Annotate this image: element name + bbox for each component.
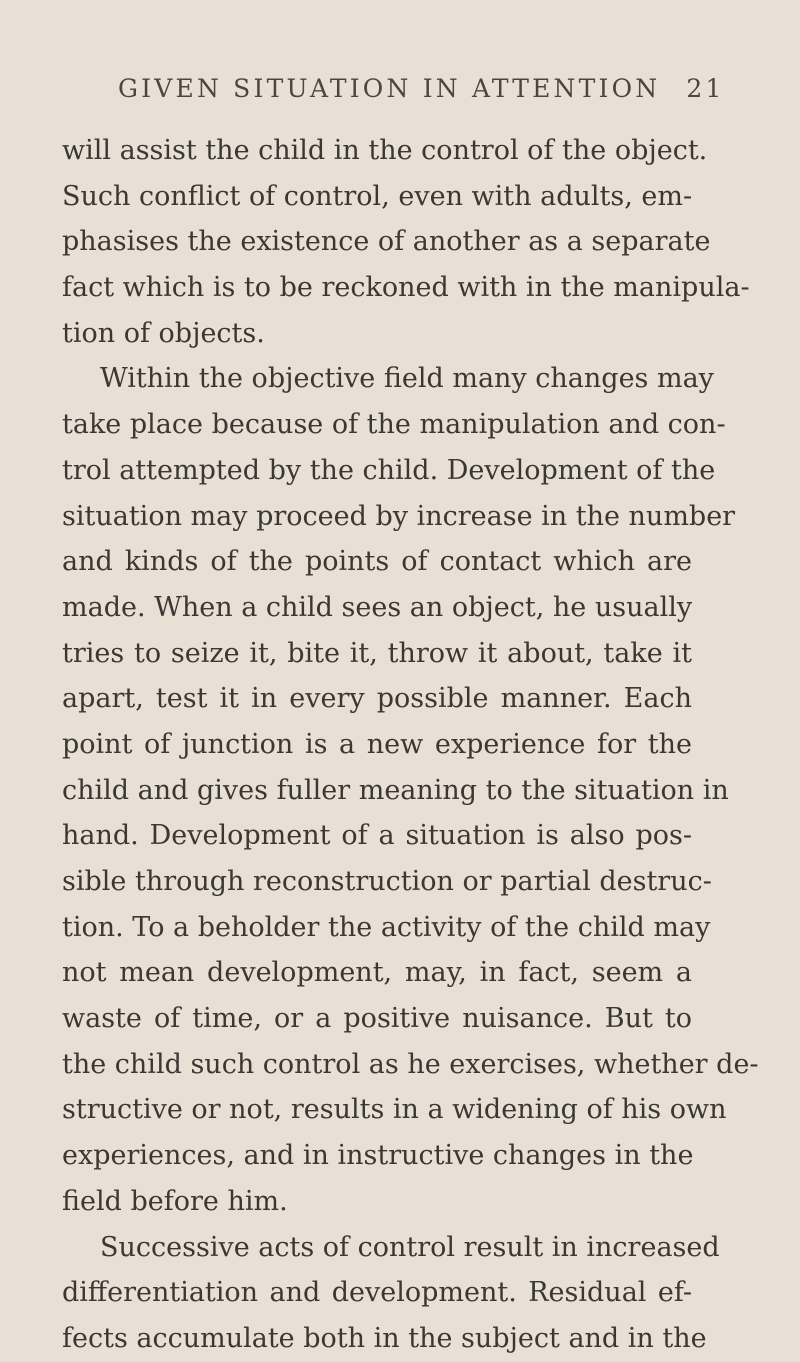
text-line: differentiation and development. Residual ef- [62, 1277, 692, 1309]
text-line: child and gives fuller meaning to the situation in [62, 774, 729, 806]
text-line: made. When a child sees an object, he usually [62, 591, 693, 623]
text-line: fact which is to be reckoned with in the manipula- [62, 272, 750, 304]
text-line: Such conflict of control, even with adults, em- [62, 180, 693, 212]
text-line: will assist the child in the control of the object. [62, 135, 708, 166]
text-line: waste of time, or a positive nuisance. But to [62, 1003, 692, 1035]
text-line: sible through reconstruction or partial destruc- [62, 866, 712, 897]
running-head [118, 74, 725, 103]
text-line: tries to seize it, bite it, throw it about, take it [62, 637, 692, 669]
text-line: the child such control as he exercises, whether de- [62, 1048, 759, 1080]
text-line: phasises the existence of another as a separate [62, 226, 711, 258]
text-line: situation may proceed by increase in the number [62, 500, 736, 532]
body-text [62, 128, 759, 1362]
text-line: apart, test it in every possible manner. Each [62, 683, 692, 715]
text-line: trol attempted by the child. Development of the [62, 454, 716, 486]
page-number: 21 [686, 74, 725, 103]
text-line: Within the objective field many changes may [100, 363, 714, 395]
text-line: Successive acts of control result in increased [100, 1231, 720, 1263]
text-line: tion. To a beholder the activity of the child may [62, 911, 711, 943]
text-line: hand. Development of a situation is also pos- [62, 820, 692, 852]
text-line: point of junction is a new experience for the [62, 728, 692, 760]
text-line: fects accumulate both in the subject and in the [62, 1322, 707, 1354]
text-line: and kinds of the points of contact which are [62, 546, 692, 578]
text-line: not mean development, may, in fact, seem a [62, 957, 692, 989]
running-title: GIVEN SITUATION IN ATTENTION [118, 74, 661, 103]
text-line: take place because of the manipulation and con- [62, 409, 726, 441]
text-line: field before him. [62, 1185, 288, 1217]
text-line: structive or not, results in a widening of his own [62, 1094, 727, 1126]
text-line: experiences, and in instructive changes in the [62, 1140, 694, 1172]
text-line: tion of objects. [62, 317, 265, 349]
